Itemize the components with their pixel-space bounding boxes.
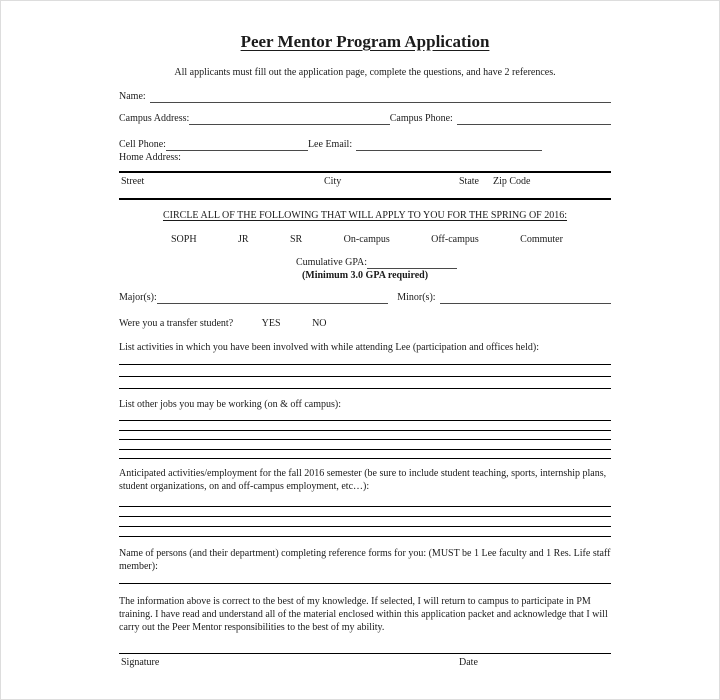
subtitle-row bbox=[119, 67, 611, 78]
anticipated-prompt: Anticipated activities/employment for the fall 2016 semester (be sure to include student teaching, sports, internship plans, student organizations, on and off-campus employment, etc…): bbox=[119, 468, 607, 492]
anticipated-write-line[interactable] bbox=[119, 526, 611, 527]
name-label: Name: bbox=[119, 91, 146, 102]
home-address-row bbox=[119, 152, 611, 164]
zip-code-label: Zip Code bbox=[493, 176, 531, 187]
campus-address-label: Campus Address: bbox=[119, 113, 190, 124]
name-row bbox=[119, 91, 611, 103]
cell-phone-label: Cell Phone: bbox=[119, 139, 166, 150]
cell-email-row bbox=[119, 139, 611, 151]
anticipated-write-line[interactable] bbox=[119, 506, 611, 507]
jobs-write-line[interactable] bbox=[119, 430, 611, 431]
transfer-option-yes[interactable]: YES bbox=[261, 318, 281, 329]
activities-write-line[interactable] bbox=[119, 388, 611, 389]
activities-write-line[interactable] bbox=[119, 364, 611, 365]
gpa-note-row bbox=[119, 270, 611, 281]
instructions-text: All applicants must fill out the application page, complete the questions, and have 2 references. bbox=[174, 67, 556, 78]
anticipated-write-line[interactable] bbox=[119, 516, 611, 517]
lee-email-label: Lee Email: bbox=[307, 139, 353, 150]
option-off-campus[interactable]: Off-campus bbox=[431, 234, 479, 245]
page-title: Peer Mentor Program Application bbox=[240, 32, 490, 51]
agreement-text: The information above is correct to the best of my knowledge. If selected, I will return to campus to participate in PM training. I have read and understand all of the material enclosed within this application packet and acknowledge that I will carry out the Peer Mentor responsibilities to the best of my ability. bbox=[119, 596, 608, 633]
circle-options-row bbox=[171, 234, 563, 245]
major-label: Major(s): bbox=[119, 292, 157, 303]
jobs-write-line[interactable] bbox=[119, 458, 611, 459]
activities-write-line[interactable] bbox=[119, 376, 611, 377]
activities-prompt: List activities in which you have been involved with while attending Lee (participation and offices held): bbox=[119, 342, 539, 353]
campus-phone-input-line[interactable] bbox=[457, 113, 611, 125]
signature-input-line[interactable] bbox=[119, 653, 611, 654]
street-label: Street bbox=[121, 176, 145, 187]
gpa-minimum-note: (Minimum 3.0 GPA required) bbox=[301, 270, 429, 281]
campus-phone-label: Campus Phone: bbox=[389, 113, 453, 124]
home-address-input-line[interactable] bbox=[119, 171, 611, 173]
circle-heading: CIRCLE ALL OF THE FOLLOWING THAT WILL APPLY TO YOU FOR THE SPRING OF 2016: bbox=[162, 210, 568, 221]
gpa-input-line[interactable] bbox=[367, 257, 457, 269]
option-soph[interactable]: SOPH bbox=[171, 234, 197, 245]
option-on-campus[interactable]: On-campus bbox=[343, 234, 390, 245]
gpa-label: Cumulative GPA: bbox=[296, 257, 368, 268]
name-input-line[interactable] bbox=[150, 91, 611, 103]
address-sublabels-row bbox=[119, 176, 611, 190]
jobs-write-line[interactable] bbox=[119, 439, 611, 440]
option-jr[interactable]: JR bbox=[238, 234, 249, 245]
option-sr[interactable]: SR bbox=[289, 234, 303, 245]
jobs-prompt: List other jobs you may be working (on & off campus): bbox=[119, 399, 342, 410]
references-write-line[interactable] bbox=[119, 583, 611, 584]
transfer-option-no[interactable]: NO bbox=[312, 318, 327, 329]
city-label: City bbox=[324, 176, 342, 187]
minor-label: Minor(s): bbox=[397, 292, 436, 303]
signature-labels-row bbox=[119, 657, 611, 671]
campus-row bbox=[119, 113, 611, 125]
jobs-write-line[interactable] bbox=[119, 420, 611, 421]
jobs-write-line[interactable] bbox=[119, 449, 611, 450]
title-row bbox=[119, 32, 611, 52]
cell-phone-input-line[interactable] bbox=[166, 139, 308, 151]
major-minor-row bbox=[119, 292, 611, 304]
campus-address-input-line[interactable] bbox=[189, 113, 389, 125]
major-input-line[interactable] bbox=[157, 292, 388, 304]
lee-email-input-line[interactable] bbox=[356, 139, 542, 151]
transfer-row bbox=[119, 318, 611, 329]
state-label: State bbox=[459, 176, 479, 187]
references-prompt: Name of persons (and their department) completing reference forms for you: (MUST be 1 Lee faculty and 1 Res. Life staff member): bbox=[119, 548, 611, 572]
date-label: Date bbox=[459, 657, 478, 668]
section-divider bbox=[119, 198, 611, 200]
circle-heading-row bbox=[119, 210, 611, 221]
signature-label: Signature bbox=[121, 657, 160, 668]
gpa-row bbox=[296, 257, 457, 269]
home-address-label: Home Address: bbox=[119, 152, 181, 163]
minor-input-line[interactable] bbox=[440, 292, 611, 304]
anticipated-write-line[interactable] bbox=[119, 536, 611, 537]
option-commuter[interactable]: Commuter bbox=[520, 234, 563, 245]
transfer-question: Were you a transfer student? bbox=[119, 318, 234, 329]
